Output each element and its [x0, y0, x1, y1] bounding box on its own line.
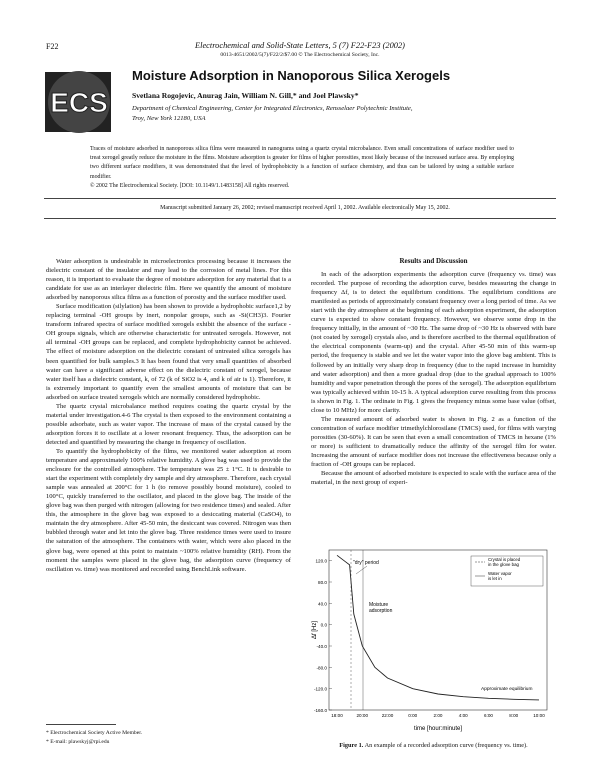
annotation-moisture-2: adsorption — [369, 608, 393, 614]
page-id: F22 — [46, 42, 59, 51]
annotation-start-2: in the glove bag — [488, 562, 520, 567]
x-tick-label: 18:00 — [331, 713, 343, 718]
abstract-copyright: © 2002 The Electrochemical Society. [DOI: 10.1149/1.1483158] All rights reserved. — [90, 182, 290, 189]
abstract-text: Traces of moisture adsorbed in nanoporous silica films were measured in nanograms using a quartz crystal microbalance. Even small concentrations of surface modifier used to treat xerogel greatly reduce the moisture in the films. Moisture adsorption is greater for films of higher porosities, most likely because of the increased surface area. By employing two different surface modifiers, it was demonstrated that the level of hydrophobicity is a function of surface chemistry, and thus can be tailored by using a suitable surface modifier. — [90, 146, 514, 180]
annotation-dry: "dry" period — [353, 560, 379, 566]
x-tick-label: 20:00 — [356, 713, 368, 718]
left-column — [46, 257, 291, 574]
journal-citation: Electrochemical and Solid-State Letters, 5 (7) F22-F23 (2002) — [195, 41, 405, 50]
body-paragraph: In each of the adsorption experiments the adsorption curve (frequency vs. time) was recorded. The purpose of recording the adsorption curve, besides measuring the change in frequency Δf, is to detect the equilibrium conditions. The equilibrium conditions are manifested as periods of approximately constant frequency over a long period of time. As we start with the dry atmosphere at the beginning of each adsorption experiment, the adsorption curve is expected to show constant frequency. However, we observe some drop in the frequency initially, in the amount of ~30 Hz. The same drop of ~30 Hz is observed with bare (not coated by xerogel) crystals also, and is therefore ascribed to the thermal equilibration of the electrical components (warm-up) and the crystal. After 45-50 min of this warm-up period, the frequency is stable and we let the water vapor into the glove bag ambient. This is followed by an initially very sharp drop in frequency (due to the rapid increase in humidity and water adsorption) and then a more gradual drop (due to the gradual approach to 100% humidity and vapor penetration through the pores of the xerogel). The adsorption equilibrium was typically achieved within 10-15 h. A typical adsorption curve resulting from this process is shown in Fig. 1. The ordinate in Fig. 1 gives the frequency minus some base value (offset, close to 10 MHz) for more clarity. — [311, 271, 556, 414]
affiliation-line-1: Department of Chemical Engineering, Center for Integrated Electronics, Rensselaer Polytechnic Institute, — [132, 105, 413, 112]
footnote-2: * E-mail: plawskyj@rpi.edu — [46, 739, 110, 745]
y-tick-label: -120.0 — [313, 686, 327, 692]
figure-1-chart — [311, 540, 556, 740]
y-tick-label: 120.0 — [315, 558, 327, 564]
figure-label: Figure 1. — [339, 742, 364, 749]
annotation-moisture-1: Moisture — [369, 602, 389, 608]
article-affiliation — [132, 104, 522, 123]
article-title: Moisture Adsorption in Nanoporous Silica Xerogels — [132, 68, 451, 83]
body-paragraph: To quantify the hydrophobicity of the films, we monitored water adsorption at room temperature and approximately 100% relative humidity. A glove bag was used to provide the enclosure for the controlled atmosphere. The temperature was 25 ± 1°C. It is desirable to start the experiment with completely dry sample and dry atmosphere. Therefore, each crystal sample was annealed at 200°C for 1 h (to remove possibly bound moisture), cooled to 100°C, quickly transferred to the oscillator, and placed in the glove bag. The inside of the glove bag was then purged with nitrogen (allowing for two residence times) and sealed. After this, the atmosphere in the glove bag was exposed to a desiccating material (CaSO4), to maintain the dry atmosphere. After 45-50 min, the desiccant was covered. Nitrogen was then bubbled through water and let into the glove bag. Three residence times were used to insure the saturation of the atmosphere. The containers with water, which were also placed in the glove bag, were opened at this point to maintain ~100% relative humidity (RH). From the moment the samples were placed in the glove bag, the adsorption curve (frequency of oscillation vs. time) was monitored and recorded using BenchLink software. — [46, 447, 291, 573]
footnote-1: * Electrochemical Society Active Member. — [46, 730, 143, 736]
issn-line: 0013-4651/2002/5(7)/F22/2/$7.00 © The Electrochemical Society, Inc. — [220, 52, 380, 58]
x-axis-label: time [hour:minute] — [413, 726, 463, 732]
x-tick-label: 8:00 — [509, 713, 519, 718]
x-tick-label: 0:00 — [408, 713, 418, 718]
y-tick-label: -80.0 — [316, 665, 327, 671]
y-axis-label: Δf [Hz] — [312, 620, 318, 640]
x-tick-label: 22:00 — [381, 713, 394, 718]
received-line: Manuscript submitted January 26, 2002; revised manuscript received April 1, 2002. Available electronically May 15, 2002. — [160, 205, 450, 211]
figure-caption — [311, 742, 556, 749]
x-tick-label: 10:00 — [533, 713, 545, 718]
divider-bottom — [44, 218, 556, 219]
annotation-vapor-2: is let in — [488, 576, 502, 581]
y-tick-label: 40.0 — [318, 601, 327, 607]
article-authors: Svetlana Rogojevic, Anurag Jain, William N. Gill,* and Joel Plawsky* — [132, 91, 359, 100]
body-paragraph: Surface modification (silylation) has been shown to provide a hydrophobic surface1,2 by replacing terminal -OH groups by inert, nonpolar groups, such as -Si(CH3)3. Fourier transform infrared spectra of surface modified xerogels exhibit the absence of the surface -OH groups signals, which are otherwise characteristic for untreated xerogels. However, not all terminal -OH groups can be replaced, and complete hydrophobicity cannot be achieved. The effect of moisture adsorption on the dielectric constant of untreated silica xerogels has been quantified for bulk samples.3 It has been found that very small quantities of absorbed water can have a significant adverse effect on the dielectric constant of xerogel, because water itself has a dielectric constant, k, of 72 (k of SiO2 is 4, and k of air is 1). Therefore, it is extremely important to quantify even the smallest amounts of moisture that can be adsorbed on surface treated xerogels which are normally considered hydrophobic. — [46, 303, 291, 401]
x-tick-label: 6:00 — [484, 713, 493, 718]
affiliation-line-2: Troy, New York 12180, USA — [132, 114, 206, 122]
body-paragraph: Water adsorption is undesirable in microelectronics processing because it increases the dielectric constant of the insulator and may lead to the corrosion of metal lines. For this reason, it is important to evaluate the degree of moisture adsorption for any material that is a candidate for use as an interlayer dielectric film. Here we quantify the amount of moisture adsorbed by nanoporous silica films as a function of porosity and the surface modifier used. — [46, 258, 291, 302]
section-title: Results and Discussion — [399, 257, 468, 265]
body-paragraph: Because the amount of adsorbed moisture is expected to scale with the surface area of the material, in the next group of experi- — [311, 470, 556, 487]
y-tick-label: -160.0 — [313, 708, 327, 713]
right-column — [311, 257, 556, 487]
footnotes — [46, 729, 291, 747]
annotation-start-1: Crystal is placed — [488, 557, 521, 562]
x-tick-label: 4:00 — [458, 713, 468, 718]
y-tick-label: 0.0 — [320, 622, 327, 628]
body-paragraph: The quartz crystal microbalance method requires coating the quartz crystal by the material under investigation.4-6 The crystal is then exposed to the environment containing a possible adsorbate, such as water vapor. The increase of mass of the crystal caused by the adsorption forces it to oscillate at a lower resonant frequency. Thus, the adsorption can be detected and quantified by measuring the change in frequency of oscillation. — [46, 402, 291, 446]
y-tick-label: -40.0 — [316, 644, 327, 649]
y-tick-label: 80.0 — [318, 580, 327, 585]
annotation-vapor-1: Water vapor — [488, 571, 512, 576]
x-tick-label: 2:00 — [433, 713, 443, 718]
footnote-divider — [46, 724, 116, 725]
logo-text: ECS — [50, 87, 108, 118]
ecs-logo — [45, 68, 113, 136]
figure-caption-text: An example of a recorded adsorption curve (frequency vs. time). — [364, 742, 528, 749]
abstract — [90, 145, 514, 191]
body-paragraph: The measured amount of adsorbed water is shown in Fig. 2 as a function of the concentration of surface modifier trimethylchlorosilane (TMCS) used, for films with varying porosities (30-60%). It can be seen that even a small concentration of TMCS in hexane (1% or more) is sufficient to dramatically reduce the affinity of the xerogel film for water. Increasing the amount of surface modifier does not increase the effectiveness because only a fraction of -OH groups can be replaced. — [311, 415, 556, 469]
annotation-equilibrium: Approximate equilibrium — [481, 687, 533, 692]
divider-top — [44, 198, 556, 199]
